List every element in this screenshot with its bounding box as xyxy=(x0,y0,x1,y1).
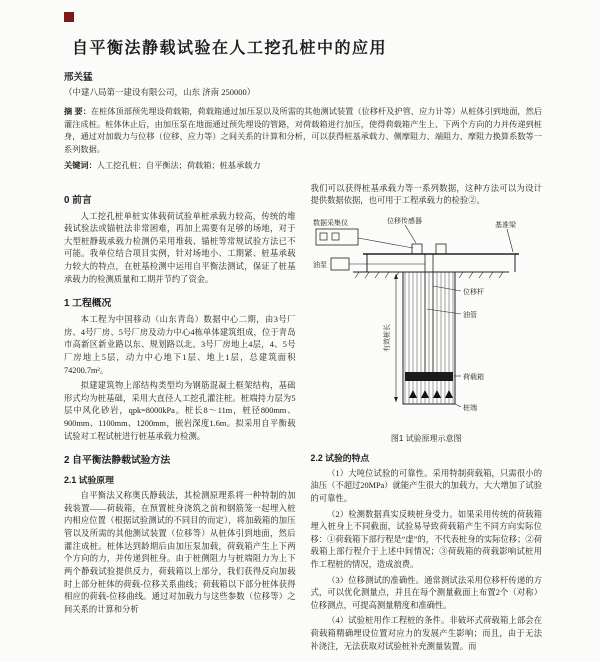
section-2-2-point-4: （4）试验桩用作工程桩的条件。非破坏式荷载箱上部会在荷载箱精确埋设位置对应力的发展产生影响；而且，由于无法补浇注，无法获取对试验桩补充测量装置。而 xyxy=(310,616,542,651)
pile-end-label: 桩端 xyxy=(462,404,477,412)
two-column-body xyxy=(64,183,542,657)
abstract-label: 摘 要： xyxy=(64,107,91,116)
oil-pipe-label: 油管 xyxy=(462,311,477,319)
disp-rod-label: 位移杆 xyxy=(462,288,484,296)
section-1-paragraph-2: 拟建建筑物上部结构类型均为钢筋混凝土框架结构，基础形式均为桩基础，采用大直径人工挖孔灌注桩。桩端持力层为5层中风化砂岩，qpk=8000kPa。桩长8～11m，桩径800mm、900mm、1100mm、1200mm，嵌岩深度1.6m。拟采用自平衡载试验对工程试桩进行桩基承载力检测。 xyxy=(64,381,296,441)
continuation-paragraph: 我们可以获得桩基承载力等一系列数据，这种方法可以为设计提供数据依据，也可用于工程承载力的检验②。 xyxy=(310,183,542,206)
figure-1-caption: 图1 试验原理示意图 xyxy=(390,433,462,443)
section-2-1-paragraph: 自平衡法又称奥氏静载法，其检测原理系将一种特制的加载装置——荷载箱，在预置桩身浇筑之前和钢筋笼一起埋入桩内相应位置（根据试验测试的不同目的而定），将加载箱的加压管以及所需的其他测试装置（位移等）从桩体引到地面，然后灌注成桩。桩体达到龄期后由加压泵加载，荷载箱产生上下两个方向的力，并传递到桩身。由于桩侧阻力与桩端阻力为上下两个静载试验提供反力，荷载箱以上部分，我们获得反向加载时上部分桩体的荷载-位移关系曲线；荷载箱以下部分桩体获得相应的荷载-位移曲线。通过对加载力与这些参数（位移等）之间关系的计算和分析 xyxy=(64,491,296,614)
keywords xyxy=(64,160,542,173)
figure-1 xyxy=(311,214,543,444)
section-2-heading: 2 自平衡法静载试验方法 xyxy=(64,455,171,467)
section-0-paragraph: 人工挖孔桩单桩实体载荷试验单桩承载力较高，传统的堆载试验法或锚桩法非常困难，再加上需要有足够的场地，对于大型桩静载承载力检测仍采用堆载、锚桩等常规试验方法已不可能。我单位结合项目实例，针对场地小、工期紧、桩基承载力较大的特点，在桩基检测中运用自平衡法测试，保证了桩基承载力的检测质量和工期并节约了资金。 xyxy=(64,211,296,284)
load-box-label: 荷载箱 xyxy=(462,373,484,381)
data-logger-label: 数据采集仪 xyxy=(312,219,348,227)
keywords-text: 人工挖孔桩；自平衡法；荷载箱；桩基承载力 xyxy=(96,160,261,170)
author-affiliation: （中建八局第一建设有限公司，山东 济南 250000） xyxy=(64,87,256,97)
test-principle-diagram xyxy=(311,214,543,426)
section-2-2-heading: 2.2 试验的特点 xyxy=(310,452,370,463)
section-1-paragraph-1: 本工程为中国移动（山东青岛）数据中心二期，由3号厂房、4号厂房、5号厂房及动力中心4栋单体建筑组成，位于青岛市高新区新业路以东、规划路以北。3号厂房地上4层，4、5号厂房地上5层，动力中心地下1层、地上1层，总建筑面积74200.7m²。 xyxy=(64,315,296,375)
oil-pump-label: 油泵 xyxy=(312,261,327,269)
section-2-2-point-2: （2）检测数据真实反映桩身受力。如果采用传统的荷载箱埋入桩身上不同截面，试验易导致荷载箱产生不同方向实际位移：①荷载箱下部行程是“虚”的，不代表桩身的实际位移；②荷载箱上部行程介于上述中间情况；③荷载箱的荷载影响试桩用作工程桩的情况，造成浪费。 xyxy=(310,509,542,569)
journal-marker xyxy=(64,12,74,22)
section-1-heading: 1 工程概况 xyxy=(64,298,112,310)
section-2-2-point-3: （3）位移测试的准确性。通常测试法采用位移杆传递的方式，可以优化测量点，并且在每个测量截面上布置2个（对称）位移测点，可提高测量精度和准确性。 xyxy=(310,575,542,610)
left-column xyxy=(64,183,296,657)
disp-sensor-label: 位移传感器 xyxy=(386,217,422,225)
pile-length-label: 有效桩长 xyxy=(383,323,391,352)
keywords-label: 关键词： xyxy=(64,160,97,170)
section-2-1-heading: 2.1 试验原理 xyxy=(64,475,114,486)
section-2-2-point-1: （1）大吨位试验的可靠性。采用特制荷载箱，只需很小的油压（不超过20MPa）就能产生很大的加载力，大大增加了试验的可靠性。 xyxy=(310,468,542,503)
page-title: 自平衡法静载试验在人工挖孔桩中的应用 xyxy=(72,40,388,57)
ref-beam-label: 基准梁 xyxy=(494,221,516,229)
right-column xyxy=(311,183,543,657)
abstract xyxy=(64,106,542,157)
section-0-heading: 0 前言 xyxy=(64,194,92,206)
author-name: 邢关猛 xyxy=(64,73,93,83)
abstract-text: 在桩体顶部预先埋设荷载箱，荷载箱通过加压泵以及所需的其他测试装置（位移杆及护管、应力计等）从桩体引到地面，然后灌注成桩。桩体休止后，由加压泵在地面通过预先埋设的管路，对荷载箱进行加压，使得荷载箱产生上、下两个方向的力并传递到桩身，通过对加载力与位移（位移、应力等）之间关系的计算和分析，可以获得桩基承载力、侧摩阻力、端阻力、摩阻力换算系数等一系列数据。 xyxy=(64,107,542,155)
